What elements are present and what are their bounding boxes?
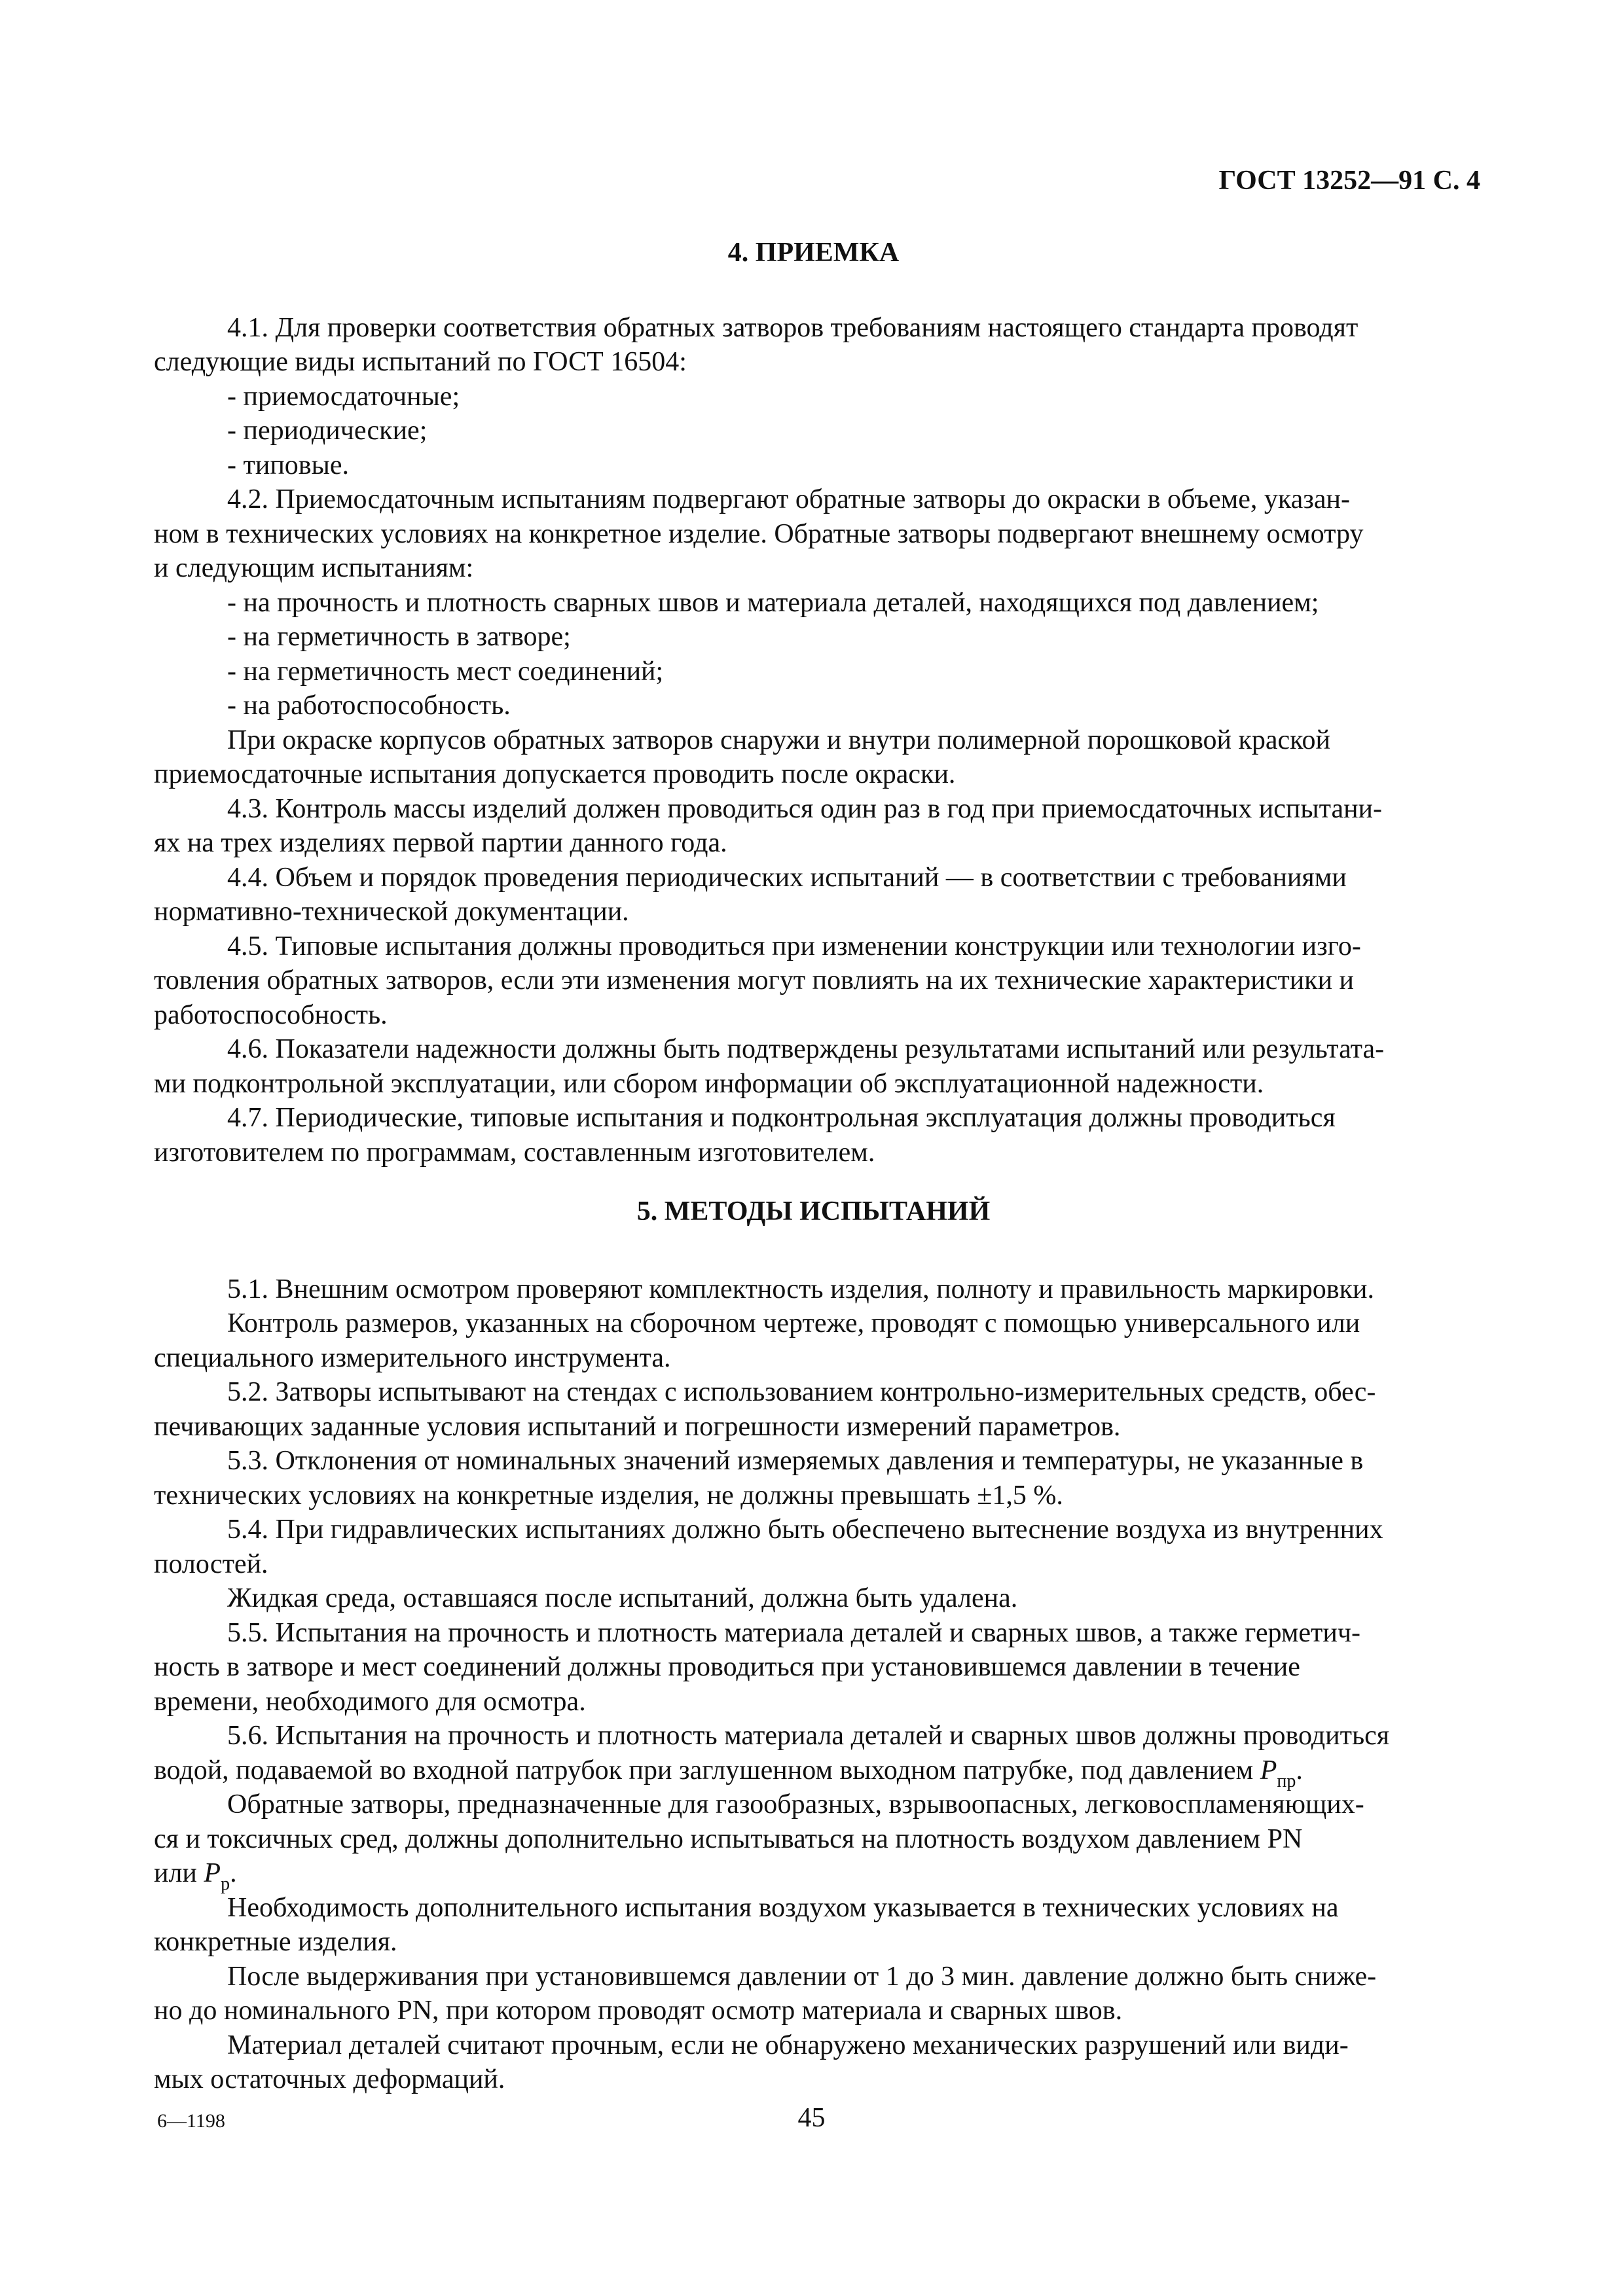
section-5-body-continued [154, 1891, 1473, 2097]
section-5-paragraph: 5.2. Затворы испытывают на стендах с использованием контрольно-измерительных средств, обес- печивающих заданные условия испытаний и погрешности измерений параметров. [154, 1377, 1376, 1442]
section-4-paragraph: - на прочность и плотность сварных швов и материала деталей, находящихся под давлением; [227, 587, 1319, 618]
section-4-paragraph: 4.1. Для проверки соответствия обратных затворов требованиям настоящего стандарта проводят следующие виды испытаний по ГОСТ 16504: [154, 312, 1359, 377]
page-number: 45 [797, 2103, 826, 2133]
section-4-paragraph: 4.2. Приемосдаточным испытаниям подвергают обратные затворы до окраски в объеме, указан- ном в технических условиях на конкретное изделие. Обратные затворы подвергают внешнему осмотру и следующим испытаниям: [154, 484, 1364, 583]
page-content [154, 236, 1473, 2097]
section-4-paragraph: 4.3. Контроль массы изделий должен проводиться один раз в год при приемосдаточных испытани- ях на трех изделиях первой партии данного года. [154, 793, 1383, 858]
section-5-end-paragraph: После выдерживания при установившемся давлении от 1 до 3 мин. давление должно быть сниже- но до номинального PN, при котором проводят осмотр материала и сварных швов. [154, 1961, 1377, 2026]
section-5-paragraph: 5.5. Испытания на прочность и плотность материала деталей и сварных швов, а также герметич- ность в затворе и мест соединений должны проводиться при установившемся давлении в течение времени, необходимого для осмотра. [154, 1617, 1360, 1717]
section-4-paragraph: - приемосдаточные; [227, 381, 460, 412]
section-5-paragraph: Жидкая среда, оставшаяся после испытаний, должна быть удалена. [227, 1583, 1018, 1613]
section-5-body [154, 1272, 1473, 1719]
section-5-paragraph: 5.3. Отклонения от номинальных значений измеряемых давления и температуры, не указанные в технических условиях на конкретные изделия, не должны превышать ±1,5 %. [154, 1446, 1364, 1511]
section-4-paragraph: - на герметичность в затворе; [227, 622, 571, 652]
section-4-paragraph: - на работоспособность. [227, 691, 511, 721]
section-4-paragraph: 4.6. Показатели надежности должны быть подтверждены результатами испытаний или результата- ми подконтрольной эксплуатации, или сбором информации об эксплуатационной надежности. [154, 1034, 1385, 1099]
section-4-paragraph: При окраске корпусов обратных затворов снаружи и внутри полимерной порошковой краской приемосдаточные испытания допускается проводить после окраски. [154, 725, 1330, 789]
section-4-paragraph: - типовые. [227, 450, 349, 480]
section-5-paragraph: 5.1. Внешним осмотром проверяют комплектность изделия, полноту и правильность маркировки. [227, 1274, 1374, 1304]
document-header: ГОСТ 13252—91 С. 4 [1218, 166, 1480, 196]
paragraph-5-6: 5.6. Испытания на прочность и плотность материала деталей и сварных швов должны проводиться водой, подаваемой во входной патрубок при заглушенном выходном патрубке, под давлением $P_{пр}$. [154, 1721, 1390, 1791]
section-5-title: 5. МЕТОДЫ ИСПЫТАНИЙ [636, 1196, 991, 1227]
paragraph-air-test: Обратные затворы, предназначенные для газообразных, взрывоопасных, легковоспламеняющих- ся и токсичных сред, должны дополнительно испытываться на плотность воздухом давлением PN или $P_р$. [154, 1789, 1364, 1894]
section-4-paragraph: 4.5. Типовые испытания должны проводиться при изменении конструкции или технологии изго- товления обратных затворов, если эти изменения могут повлиять на их технические характеристики и работоспособность. [154, 931, 1361, 1030]
section-4-paragraph: - периодические; [227, 416, 428, 446]
section-5-paragraph: 5.4. При гидравлических испытаниях должно быть обеспечено вытеснение воздуха из внутренних полостей. [154, 1515, 1383, 1579]
section-5-end-paragraph: Материал деталей считают прочным, если не обнаружено механических разрушений или види- мых остаточных деформаций. [154, 2030, 1349, 2094]
section-4-title: 4. ПРИЕМКА [727, 238, 900, 268]
section-5-end-paragraph: Необходимость дополнительного испытания воздухом указывается в технических условиях на конкретные изделия. [154, 1892, 1339, 1957]
section-4-paragraph: - на герметичность мест соединений; [227, 656, 664, 687]
section-4-paragraph: 4.4. Объем и порядок проведения периодических испытаний — в соответствии с требованиями нормативно-технической документации. [154, 862, 1347, 927]
section-5-paragraph: Контроль размеров, указанных на сборочном чертеже, проводят с помощью универсального или специального измерительного инструмента. [154, 1308, 1360, 1373]
section-4-paragraph: 4.7. Периодические, типовые испытания и подконтрольная эксплуатация должны проводиться изготовителем по программам, составленным изготовителем. [154, 1103, 1336, 1168]
section-4-body [154, 311, 1473, 1170]
print-order-code: 6—1198 [157, 2110, 225, 2132]
